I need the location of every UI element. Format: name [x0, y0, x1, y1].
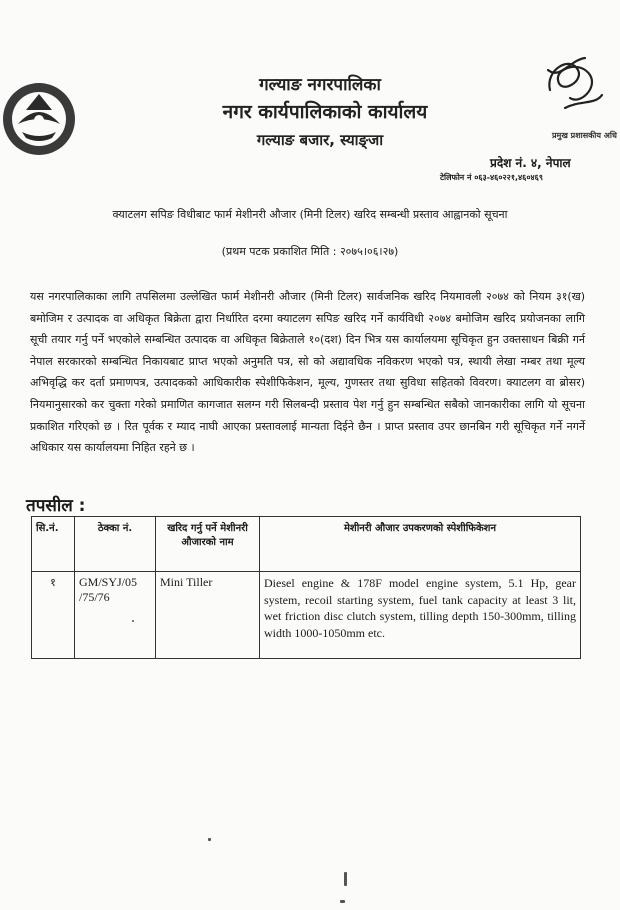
handwritten-signature [540, 50, 610, 120]
cell-specification: Diesel engine & 178F model engine system, 5.1 Hp, gear system, recoil starting system, fuel tank capacity at least 3 lit, wet friction disc clutch system, tilling depth 150-300mm, tilling width 1000-1050mm etc. [260, 572, 581, 659]
municipality-name: गल्याङ नगरपालिका [259, 75, 381, 95]
province-label: प्रदेश नं. ४, नेपाल [490, 156, 571, 170]
header-item-name: खरिद गर्नु पर्ने मेशीनरी औजारको नाम [156, 517, 260, 572]
notice-body: यस नगरपालिकाका लागि तपसिलमा उल्लेखित फार्म मेशीनरी औजार (मिनी टिलर) सार्वजनिक खरिद नियमावली २०७४ को नियम ३१(ख) बमोजिम र उत्पादक वा अधिकृत बिक्रेता द्वारा निर्धारित दरमा क्याटलग सपिङ खरिद गर्ने कार्यविधी २०७४ बमोजिम खरिद प्रयोजनका लागि सूची तयार गर्नु पर्ने भएकोले सम्बन्धित उत्पादक वा अधिकृत बिक्रेताले १०(दश) दिन भित्र यस कार्यालयमा सूचिकृत हुन उक्तसाधन बिक्री गर्न नेपाल सरकारको सम्बन्धित निकायबाट प्राप्त भएको अनुमति पत्र, सो को अद्यावधिक नविकरण भएको पत्र, स्थायी लेखा नम्बर तथा मूल्य अभिवृद्धि कर दर्ता प्रमाणपत्र, उत्पादकको आधिकारीक स्पेशीफिकेशन, मूल्य, गुणस्तर तथा सुविधा सहितको विवरण। क्याटलग वा ब्रोसर) नियमानुसारको कर चुक्ता गरेको प्रमाणित कागजात सलग्न गरी सिलबन्दी प्रस्ताव पेश गर्नु हुन सम्बन्धित सबैको जानकारीका लागि यो सूचना प्रकाशित गरिएको छ । रित पूर्वक र म्याद नाघी आएका प्रस्तावलाई मान्यता दिईने छैन । प्राप्त प्रस्ताव उपर छानबिन गरी सूचिकृत गर्ने नगर्ने अधिकार यस कार्यालयमा निहित रहने छ । [30, 290, 585, 455]
cell-serial-no: १ [32, 572, 75, 659]
cell-item-name: Mini Tiller [156, 572, 260, 659]
table-row [32, 572, 581, 659]
phone-number: टेलिफोन नं ०६३-४६०२२१,४६०४६९ [440, 173, 543, 182]
signature-caption: प्रमुख प्रशासकीय अधि [552, 131, 617, 140]
scan-speck [340, 900, 345, 903]
header-specification: मेशीनरी औजार उपकरणको स्पेशीफिकेशन [260, 517, 581, 572]
cell-contract-no: GM/SYJ/05 /75/76 [75, 572, 156, 659]
scan-speck [132, 620, 134, 622]
publish-date: (प्रथम पटक प्रकाशित मिति : २०७५।०६।२७) [221, 245, 399, 258]
table-header-row [32, 517, 581, 572]
tapsil-heading: तपसील : [26, 496, 86, 516]
header-serial-no: सि.नं. [32, 517, 75, 572]
office-address: गल्याङ बजार, स्याङ्जा [256, 131, 384, 149]
notice-title: क्याटलग सपिङ विधीबाट फार्म मेशीनरी औजार (मिनी टिलर) खरिद सम्बन्धी प्रस्ताव आह्वानको सूचना [112, 208, 508, 221]
scan-speck [208, 838, 211, 841]
header-contract-no: ठेक्का नं. [75, 517, 156, 572]
specification-table [31, 516, 581, 659]
scan-speck [344, 872, 347, 886]
office-name: नगर कार्यपालिकाको कार्यालय [222, 101, 428, 123]
